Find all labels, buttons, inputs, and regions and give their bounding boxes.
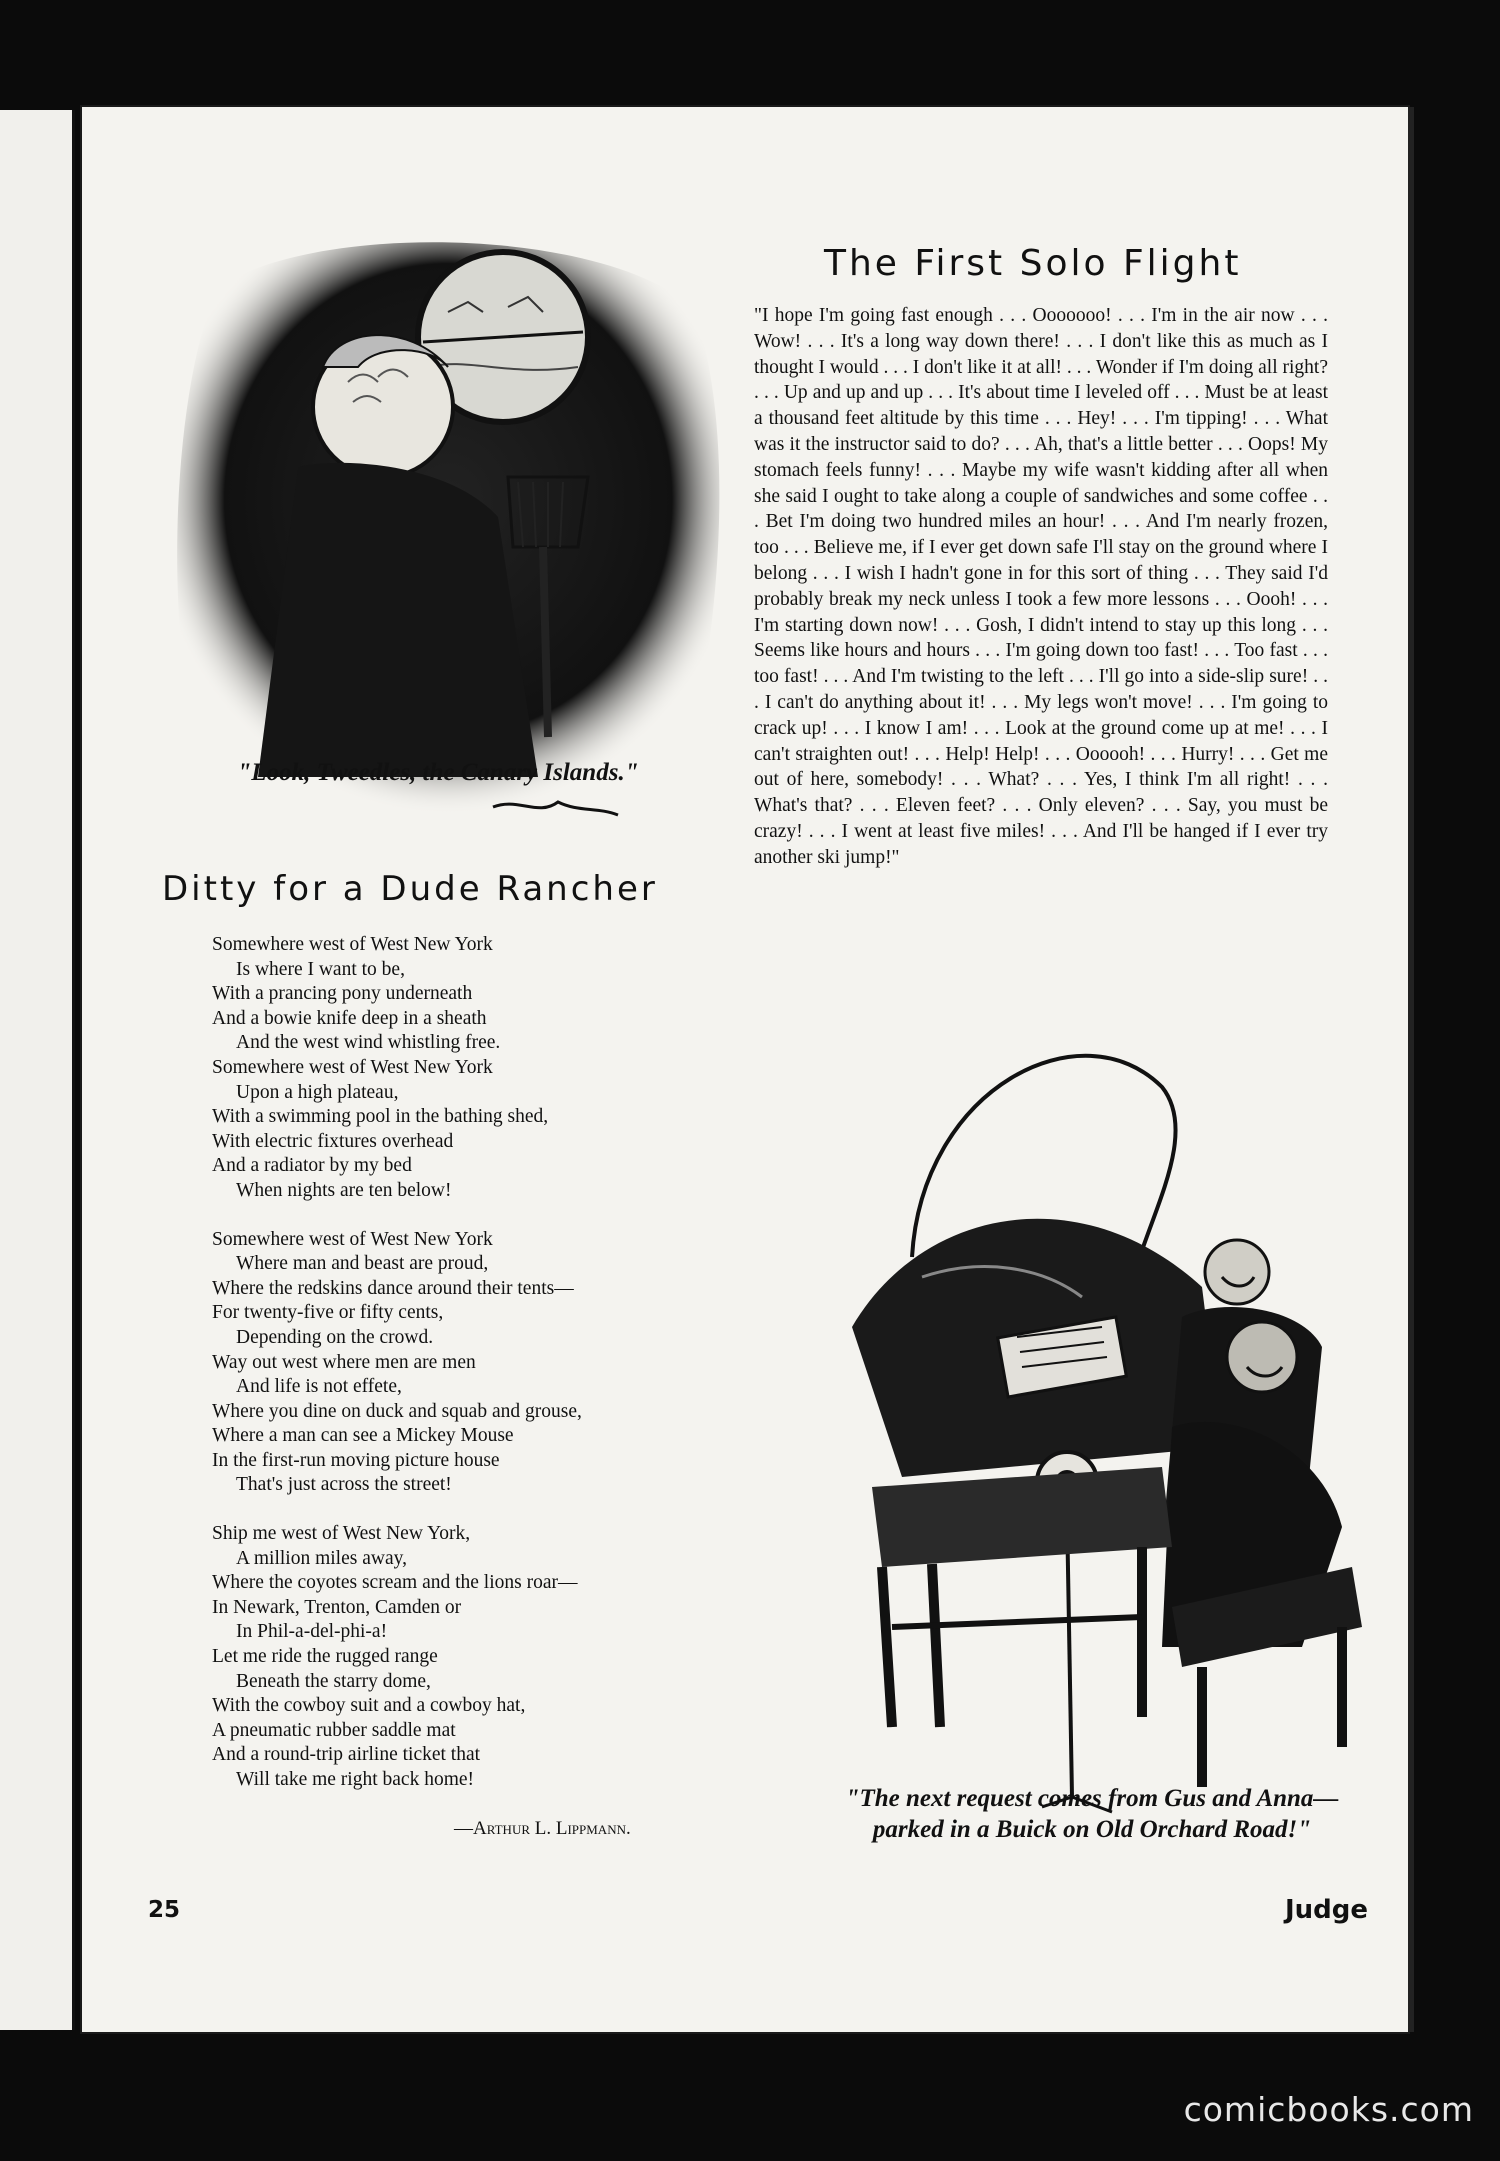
poem-line: In the first-run moving picture house [212,1449,500,1471]
poem-line: Is where I want to be, [236,958,405,980]
poem-line: And life is not effete, [236,1376,402,1398]
poem-line: A pneumatic rubber saddle mat [212,1719,456,1741]
bottom-cartoon-caption [782,1783,1402,1845]
site-watermark: comicbooks.com [1183,2090,1474,2129]
caption-line-1: "The next request comes from Gus and Anna— [845,1785,1339,1812]
poem-line: Somewhere west of West New York [212,1056,493,1078]
poem-line: And a round-trip airline ticket that [212,1744,481,1766]
poem-line: Somewhere west of West New York [212,1228,493,1250]
poem-line: Ship me west of West New York, [212,1523,471,1545]
poem-line: Where the redskins dance around their tents— [212,1277,574,1299]
poem-line: With a swimming pool in the bathing shed, [212,1106,549,1128]
poem-line: Beneath the starry dome, [236,1670,431,1692]
poem-line: With a prancing pony underneath [212,983,473,1005]
poem-line: Where a man can see a Mickey Mouse [212,1425,514,1447]
poem-line: Somewhere west of West New York [212,934,493,955]
magazine-name: Judge [1284,1895,1368,1925]
poem-line: For twenty-five or fifty cents, [212,1302,444,1324]
poem-line: Where man and beast are proud, [236,1253,489,1275]
poem-line: Where you dine on duck and squab and grouse, [212,1400,582,1422]
poem-line: Depending on the crowd. [236,1326,434,1348]
page-number: 25 [148,1897,181,1923]
cartoon-piano-radio-drawing [782,1027,1402,1887]
poem-line: Where the coyotes scream and the lions roar— [212,1572,578,1594]
poem-line: Way out west where men are men [212,1351,476,1373]
poem-line: And the west wind whistling free. [236,1032,501,1054]
poem-line: In Phil-a-del-phi-a! [236,1621,388,1643]
cartoon-piano-radio [782,1027,1402,1887]
previous-page-edge [0,110,75,2030]
solo-flight-title: The First Solo Flight [824,243,1242,284]
poem-line: When nights are ten below! [236,1179,452,1201]
poem-line: Let me ride the rugged range [212,1646,438,1668]
poem-line: Will take me right back home! [236,1769,475,1790]
poem-line: A million miles away, [236,1547,407,1569]
poem-line: That's just across the street! [236,1474,452,1496]
magazine-page [82,107,1408,2032]
caption-line-2: parked in a Buick on Old Orchard Road!" [872,1816,1312,1843]
ditty-poem [212,933,582,1817]
poem-line: And a radiator by my bed [212,1155,412,1177]
poem-line: In Newark, Trenton, Camden or [212,1596,462,1618]
poem-line: With electric fixtures overhead [212,1130,454,1152]
stanza-1 [212,933,582,1204]
top-cartoon-caption: "Look, Tweedles, the Canary Islands." [237,759,639,786]
poem-line: Upon a high plateau, [236,1081,399,1103]
poem-line: With the cowboy suit and a cowboy hat, [212,1695,526,1717]
poem-line: And a bowie knife deep in a sheath [212,1007,487,1029]
stanza-2 [212,1228,582,1499]
solo-flight-body: "I hope I'm going fast enough . . . Ooooooo! . . . I'm in the air now . . . Wow! . . . It's a long way down there! . . . I don't like this as much as I thought I would . . . I don't like it at all! . . . Wonder if I'm doing all right? . . . Up and up and up . . . It's about time I leveled off . . . Must be at least a thousand feet altitude by this time . . . Hey! . . . I'm tipping! . . . What was it the instructor said to do? . . . Ah, that's a little better . . . Oops! My stomach feels funny! . . . Maybe my wife wasn't kidding after all when she said I ought to take along a couple of sandwiches and some coffee . . . Bet I'm doing two hundred miles an hour! . . . And I'm nearly frozen, too . . . Believe me, if I ever get down safe I'll stay on the ground where I belong . . . I wish I hadn't gone in for this sort of thing . . . They said I'd probably break my neck unless I took a few more lessons . . . Oooh! . . . I'm starting down now! . . . Gosh, I didn't intend to stay up this long . . . Seems like hours and hours . . . I'm going down too fast! . . . Too fast . . . too fast! . . . And I'm twisting to the left . . . I'll go into a side-slip sure! . . . I can't do anything about it! . . . My legs won't move! . . . I'm going to crack up! . . . I know I am! . . . Look at the ground come up at me! . . . I can't straighten out! . . . Help! Help! . . . Oooooh! . . . Hurry! . . . Get me out of here, somebody! . . . What? . . . Yes, I think I'm all right! . . . What's that? . . . Eleven feet? . . . Only eleven? . . . Say, you must be crazy! . . . I went at least five miles! . . . And I'll be hanged if I ever try another ski jump!" [754,305,1328,868]
ditty-title: Ditty for a Dude Rancher [162,869,658,909]
poem-author: —Arthur L. Lippmann. [454,1818,631,1839]
stanza-3 [212,1522,582,1793]
